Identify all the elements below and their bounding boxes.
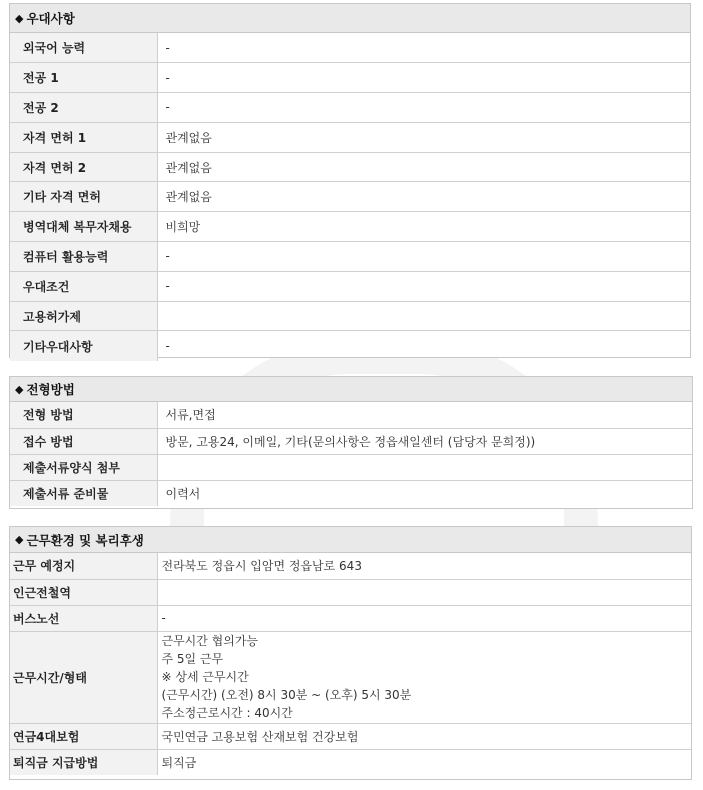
section-header bbox=[10, 4, 690, 33]
row-value: 비희망 bbox=[157, 212, 690, 242]
table-row bbox=[10, 605, 691, 631]
section-title: 근무환경 및 복리후생 bbox=[26, 532, 144, 548]
row-value: 서류,면접 bbox=[157, 402, 692, 428]
row-value: 전라북도 정읍시 입암면 정읍남로 643 bbox=[157, 553, 691, 579]
table-row bbox=[10, 553, 691, 579]
row-label: 병역대체 복무자채용 bbox=[10, 212, 157, 242]
row-label: 기타 자격 면허 bbox=[10, 182, 157, 212]
table-row bbox=[10, 152, 690, 182]
row-label: 근무시간/형태 bbox=[10, 631, 157, 723]
row-value: - bbox=[157, 63, 690, 93]
row-label: 자격 면허 2 bbox=[10, 152, 157, 182]
screening-section bbox=[9, 376, 693, 509]
work-environment-section bbox=[9, 526, 692, 780]
row-value bbox=[157, 301, 690, 331]
row-value: - bbox=[157, 242, 690, 272]
row-label: 접수 방법 bbox=[10, 428, 157, 454]
table-row bbox=[10, 33, 690, 63]
row-label: 우대조건 bbox=[10, 271, 157, 301]
row-label: 컴퓨터 활용능력 bbox=[10, 242, 157, 272]
table-row bbox=[10, 454, 692, 480]
row-label: 외국어 능력 bbox=[10, 33, 157, 63]
table-row bbox=[10, 723, 691, 749]
work-hours-line: 근무시간 협의가능 bbox=[161, 634, 259, 648]
row-value: - bbox=[157, 33, 690, 63]
preference-table bbox=[10, 33, 690, 361]
row-value: - bbox=[157, 271, 690, 301]
row-value: - bbox=[157, 93, 690, 123]
table-row bbox=[10, 480, 692, 506]
row-value: 관계없음 bbox=[157, 122, 690, 152]
row-value: 관계없음 bbox=[157, 182, 690, 212]
row-label: 인근전철역 bbox=[10, 579, 157, 605]
table-row bbox=[10, 301, 690, 331]
row-label: 자격 면허 1 bbox=[10, 122, 157, 152]
row-label: 제출서류양식 첨부 bbox=[10, 454, 157, 480]
row-value: 방문, 고용24, 이메일, 기타(문의사항은 정읍새일센터 (담당자 문희정)) bbox=[157, 428, 692, 454]
section-title: 전형방법 bbox=[26, 382, 75, 397]
table-row bbox=[10, 331, 690, 361]
work-hours-line: (근무시간) (오전) 8시 30분 ~ (오후) 5시 30분 bbox=[161, 688, 412, 702]
row-label: 버스노선 bbox=[10, 605, 157, 631]
section-header bbox=[10, 527, 691, 553]
table-row bbox=[10, 93, 690, 123]
table-row bbox=[10, 749, 691, 775]
row-value bbox=[157, 454, 692, 480]
row-label: 연금4대보험 bbox=[10, 723, 157, 749]
table-row bbox=[10, 579, 691, 605]
section-header bbox=[10, 377, 692, 402]
table-row bbox=[10, 631, 691, 723]
row-label: 기타우대사항 bbox=[10, 331, 157, 361]
screening-table bbox=[10, 402, 692, 506]
row-value: 관계없음 bbox=[157, 152, 690, 182]
table-row bbox=[10, 63, 690, 93]
section-title: 우대사항 bbox=[26, 11, 75, 26]
row-value: 이력서 bbox=[165, 486, 201, 501]
table-row bbox=[10, 428, 692, 454]
row-value: - bbox=[157, 605, 691, 631]
diamond-bullet-icon: ◆ bbox=[15, 382, 24, 396]
row-value bbox=[157, 579, 691, 605]
row-label: 퇴직금 지급방법 bbox=[10, 749, 157, 775]
work-hours-line: 주 5일 근무 bbox=[161, 652, 224, 666]
table-row bbox=[10, 402, 692, 428]
diamond-bullet-icon: ◆ bbox=[15, 533, 24, 546]
preference-section bbox=[9, 3, 691, 358]
row-value: 퇴직금 bbox=[161, 755, 197, 770]
work-environment-table bbox=[10, 553, 691, 775]
row-label: 전공 2 bbox=[10, 93, 157, 123]
diamond-bullet-icon: ◆ bbox=[15, 11, 24, 25]
table-row bbox=[10, 182, 690, 212]
row-label: 전공 1 bbox=[10, 63, 157, 93]
row-value: 국민연금 고용보험 산재보험 건강보험 bbox=[157, 723, 691, 749]
row-value: - bbox=[165, 339, 170, 354]
table-row bbox=[10, 242, 690, 272]
work-hours-line: 주소정근로시간 : 40시간 bbox=[161, 706, 293, 720]
row-label: 제출서류 준비물 bbox=[10, 480, 157, 506]
row-label: 근무 예정지 bbox=[10, 553, 157, 579]
row-label: 전형 방법 bbox=[10, 402, 157, 428]
work-hours-line: ※ 상세 근무시간 bbox=[161, 670, 249, 684]
table-row bbox=[10, 271, 690, 301]
work-hours-value bbox=[157, 631, 691, 723]
table-row bbox=[10, 212, 690, 242]
table-row bbox=[10, 122, 690, 152]
row-label: 고용허가제 bbox=[10, 301, 157, 331]
